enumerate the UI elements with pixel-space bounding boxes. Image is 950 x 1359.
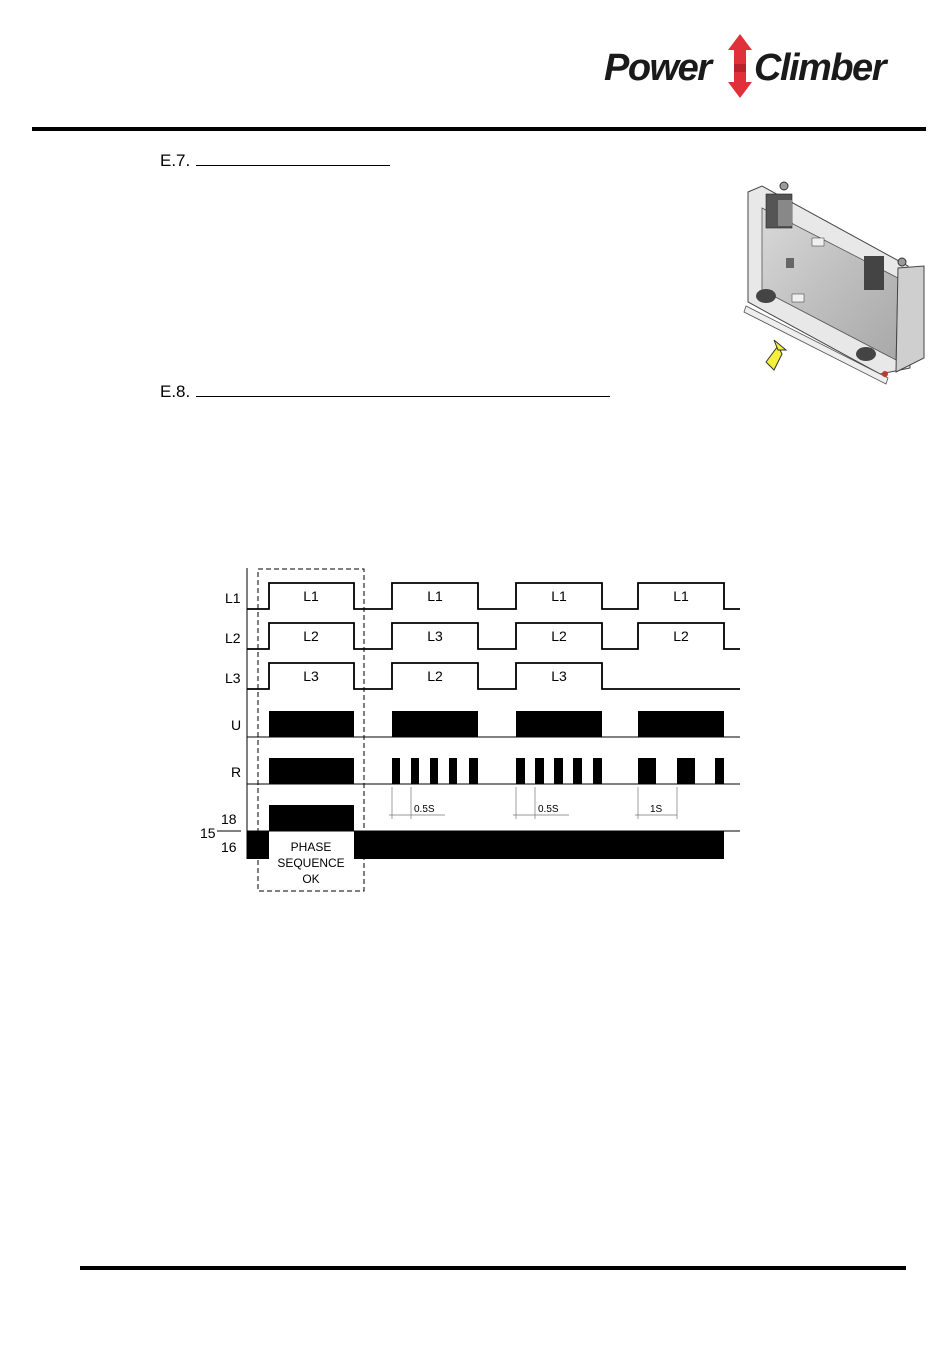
signal-label-r: R — [231, 764, 242, 780]
phase-label: L2 — [673, 628, 689, 644]
phase-label: L2 — [427, 668, 443, 684]
waveform-l3 — [247, 663, 740, 689]
header-rule — [32, 127, 926, 131]
phase-label: L3 — [303, 668, 319, 684]
section-number: E.8. — [160, 382, 191, 401]
phase-label: L1 — [303, 588, 319, 604]
waveform-l1 — [247, 583, 740, 609]
signal-label-l1: L1 — [225, 590, 241, 606]
waveform-u — [269, 711, 724, 737]
signal-label-16: 16 — [221, 839, 237, 855]
signal-label-18: 18 — [221, 811, 237, 827]
phase-sequence-timing-diagram — [195, 563, 755, 898]
waveform-18 — [269, 805, 354, 831]
period-label: 0.5S — [414, 804, 435, 815]
yellow-pointer-arrow-icon — [766, 340, 786, 370]
heading-blank-line — [196, 150, 390, 166]
ok-text-line: OK — [302, 872, 320, 886]
period-label: 1S — [650, 804, 663, 815]
heading-blank-line — [196, 381, 610, 397]
section-heading-e7 — [160, 150, 390, 171]
signal-label-u: U — [231, 717, 242, 733]
waveform-l2 — [247, 623, 740, 649]
signal-label-l2: L2 — [225, 630, 241, 646]
section-heading-e8 — [160, 381, 610, 402]
phase-label: L1 — [551, 588, 567, 604]
phase-label: L2 — [303, 628, 319, 644]
signal-group-label-15: 15 — [200, 825, 216, 841]
signal-label-l3: L3 — [225, 670, 241, 686]
ok-text-line: SEQUENCE — [277, 856, 345, 870]
logo-arrow-icon — [728, 34, 752, 98]
period-label: 0.5S — [538, 804, 559, 815]
platform-illustration — [738, 178, 930, 400]
footer-rule — [80, 1266, 906, 1270]
logo-text-power: Power — [604, 47, 711, 89]
waveform-r — [269, 758, 724, 784]
power-climber-logo — [600, 30, 910, 102]
phase-label: L1 — [673, 588, 689, 604]
section-number: E.7. — [160, 151, 191, 170]
logo-text-climber: Climber — [754, 47, 885, 89]
phase-label: L3 — [427, 628, 443, 644]
phase-label: L3 — [551, 668, 567, 684]
phase-label: L2 — [551, 628, 567, 644]
phase-label: L1 — [427, 588, 443, 604]
ok-text-line: PHASE — [290, 840, 332, 854]
